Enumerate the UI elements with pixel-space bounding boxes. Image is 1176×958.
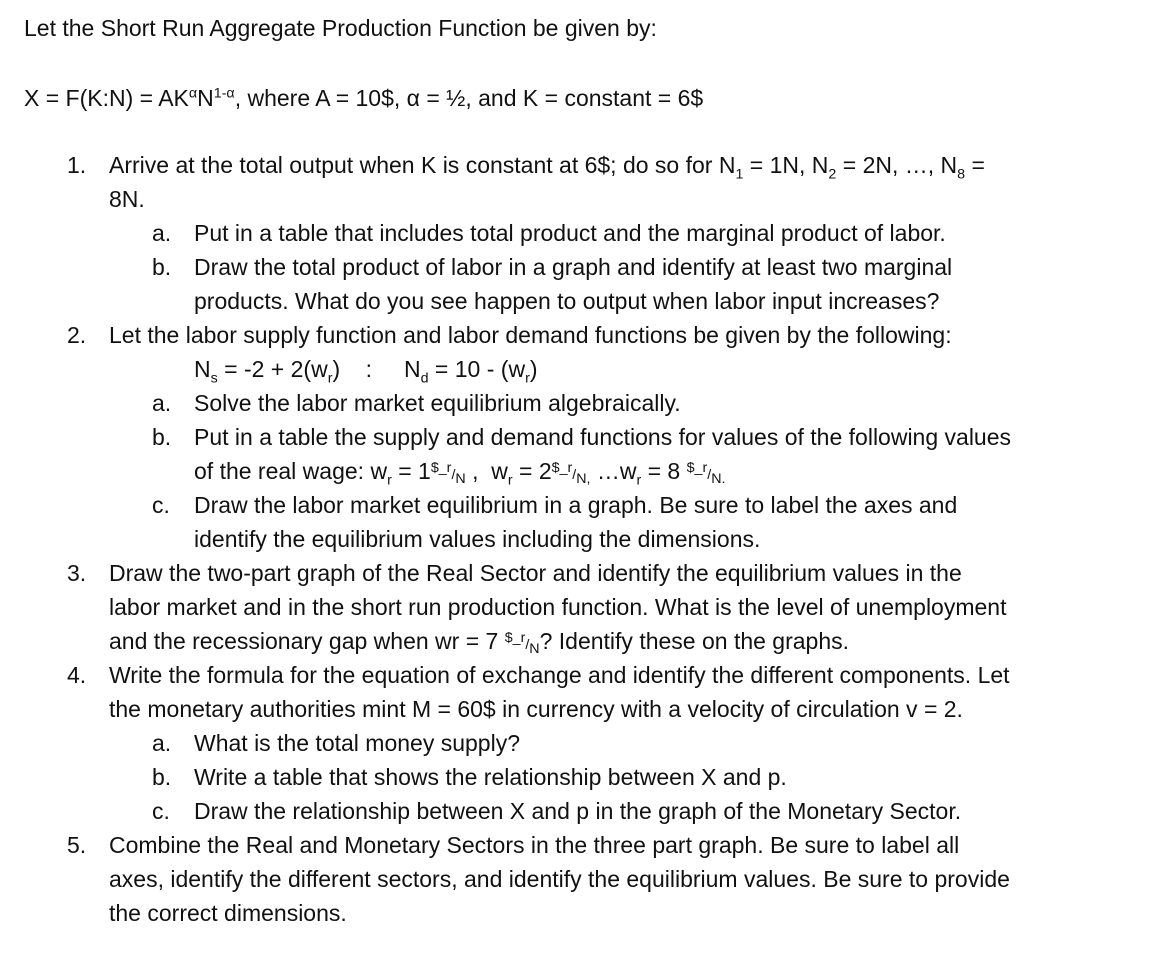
q5-text3: the correct dimensions. (109, 900, 347, 926)
q2b-text2-f: = 8 (641, 458, 687, 484)
q2a-text: Solve the labor market equilibrium algebraically. (194, 390, 681, 416)
q4a-letter: a. (152, 730, 172, 756)
eq-r1: r (327, 370, 333, 387)
eq-ns-sub: s (210, 370, 218, 387)
q2-number: 2. (67, 322, 87, 348)
func-mid: N (197, 85, 214, 111)
q4a-text: What is the total money supply? (194, 730, 520, 756)
q3-unit-den: N (529, 641, 540, 657)
unit-fraction-2: $_r/N, (551, 460, 591, 487)
q2a-letter: a. (152, 390, 172, 416)
q2b-text1: Put in a table the supply and demand functions for values of the following values (194, 424, 1012, 450)
q3-text3-b: ? Identify these on the graphs. (539, 628, 850, 654)
func-suffix: , where A = 10$, α = ½, and K = constant = 6$ (234, 85, 704, 111)
q1-text-b: = 1N, N (743, 152, 829, 178)
unit-num-2: $_r (551, 460, 573, 476)
q2b-text2-a: of the real wage: w (194, 458, 388, 484)
q1-text (109, 150, 985, 183)
q4c-letter: c. (152, 798, 170, 824)
q1-text-c: = 2N, …, N (836, 152, 958, 178)
unit-den-3: N. (711, 471, 726, 487)
q2b-r1: r (387, 472, 392, 489)
q2b-text2-e: …w (590, 458, 637, 484)
q3-text3 (109, 626, 849, 660)
q3-number: 3. (67, 560, 87, 586)
q3-text1: Draw the two-part graph of the Real Sector and identify the equilibrium values in the (109, 560, 962, 586)
q3-text3-a: and the recessionary gap when wr = 7 (109, 628, 505, 654)
q3-text2: labor market and in the short run production function. What is the level of unemployment (109, 594, 1007, 620)
q2b-r2: r (507, 472, 513, 489)
q2c-text1: Draw the labor market equilibrium in a graph. Be sure to label the axes and (194, 492, 958, 518)
unit-den-1: N (455, 471, 466, 487)
unit-fraction-1: $_r/N (430, 460, 466, 487)
q2-equations (194, 354, 538, 387)
q4-text1: Write the formula for the equation of exchange and identify the different components. Let (109, 662, 1010, 688)
eq-ns-rest: = -2 + 2(w (217, 356, 328, 382)
q1b-text2: products. What do you see happen to output when labor input increases? (194, 288, 940, 314)
q5-text1: Combine the Real and Monetary Sectors in the three part graph. Be sure to label all (109, 832, 960, 858)
q2-text: Let the labor supply function and labor demand functions be given by the following: (109, 322, 952, 348)
q4-number: 4. (67, 662, 87, 688)
q4c-text: Draw the relationship between X and p in the graph of the Monetary Sector. (194, 798, 962, 824)
q5-number: 5. (67, 832, 87, 858)
q2b-text2-c: , w (465, 458, 508, 484)
q1a-text: Put in a table that includes total product and the marginal product of labor. (194, 220, 946, 246)
q1-text-d: = (965, 152, 985, 178)
q4-text2: the monetary authorities mint M = 60$ in currency with a velocity of circulation v = 2. (109, 696, 963, 722)
q1a-letter: a. (152, 220, 172, 246)
eq-nd-sub: d (420, 370, 429, 387)
production-function (24, 83, 703, 113)
func-exponent-one-minus-alpha: 1-α (213, 85, 235, 102)
q1-text-a: Arrive at the total output when K is constant at 6$; do so for N (109, 152, 736, 178)
q2b-text2-d: = 2 (512, 458, 552, 484)
q2b-text2 (194, 456, 725, 490)
unit-fraction-3: $_r/N. (686, 460, 726, 487)
eq-ns-end: ) : N (332, 356, 421, 382)
q1-sub1: 1 (735, 166, 744, 183)
unit-num-3: $_r (686, 460, 708, 476)
eq-r2: r (525, 370, 530, 387)
q2b-letter: b. (152, 424, 172, 450)
q1-sub8: 8 (957, 166, 966, 183)
q1-sub2: 2 (828, 166, 837, 183)
q2c-letter: c. (152, 492, 170, 518)
q1-text-cont: 8N. (109, 186, 145, 212)
eq-nd-end: ) (529, 356, 538, 382)
q2b-text2-b: = 1 (391, 458, 431, 484)
q4b-letter: b. (152, 764, 172, 790)
unit-fraction-q3: $_r/N (504, 630, 540, 657)
eq-ns: N (194, 356, 211, 382)
q3-unit-num: $_r (504, 630, 526, 646)
func-prefix: X = F(K:N) = AK (24, 85, 189, 111)
q1b-text1: Draw the total product of labor in a graph and identify at least two marginal (194, 254, 953, 280)
q2c-text2: identify the equilibrium values including the dimensions. (194, 526, 761, 552)
eq-nd-rest: = 10 - (w (428, 356, 526, 382)
intro-line: Let the Short Run Aggregate Production Function be given by: (24, 15, 657, 41)
q4b-text: Write a table that shows the relationship between X and p. (194, 764, 787, 790)
q2b-r3: r (636, 472, 642, 489)
unit-num-1: $_r (430, 460, 452, 476)
q1-number: 1. (67, 152, 87, 178)
unit-den-2: N, (576, 471, 591, 487)
func-exponent-alpha: α (188, 85, 198, 102)
q1b-letter: b. (152, 254, 172, 280)
q5-text2: axes, identify the different sectors, and identify the equilibrium values. Be sure to provide (109, 866, 1010, 892)
